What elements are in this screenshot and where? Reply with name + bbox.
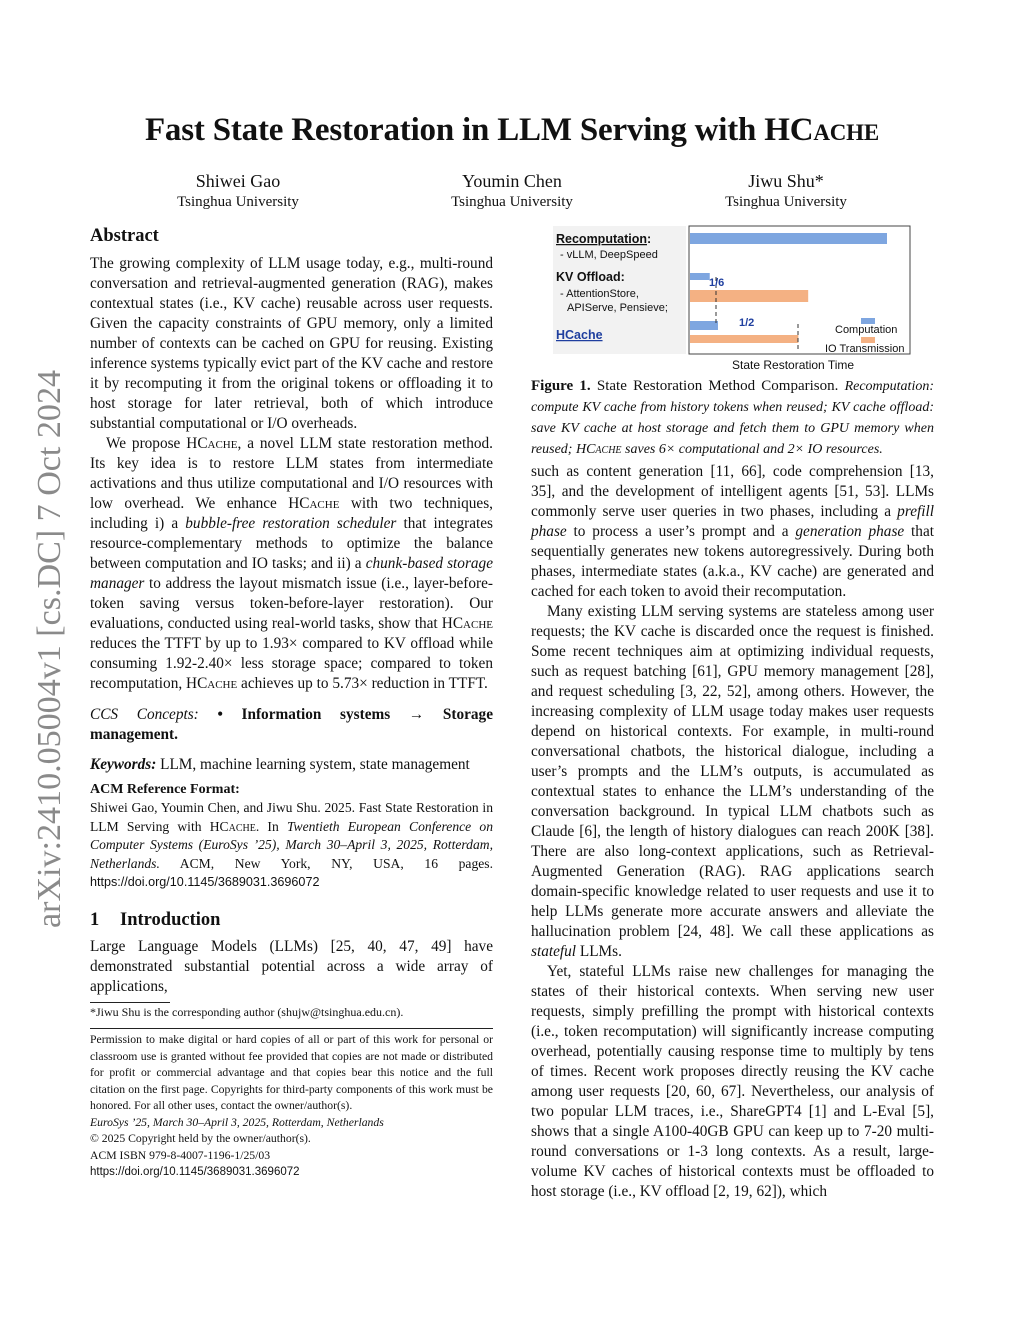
acm-reference-heading: ACM Reference Format: — [90, 782, 240, 797]
author-name: Youmin Chen — [462, 171, 562, 191]
figure-1-caption: Figure 1. State Restoration Method Comparison. Recomputation: compute KV cache from history tokens when reused; KV cache offload: save KV cache at host storage and fetch them to GPU memory when reused; HCache saves 6× computational and 2× IO resources. — [531, 378, 934, 457]
ccs-concepts: CCS Concepts: • Information systems → Storage management. — [90, 706, 493, 743]
author-affiliation: Tsinghua University — [177, 194, 299, 210]
label-recomputation-systems: - vLLM, DeepSpeed — [560, 249, 658, 261]
doi-link[interactable]: https://doi.org/10.1145/3689031.3696072 — [90, 875, 320, 889]
footnote-rule — [90, 1002, 170, 1003]
label-recomputation: Recomputation: — [556, 232, 652, 246]
keywords: Keywords: LLM, machine learning system, state management — [90, 756, 470, 773]
bar-hcache-computation — [690, 321, 718, 330]
permission-block — [90, 1028, 493, 1181]
author-affiliation: Tsinghua University — [451, 194, 573, 210]
permission-copyright: © 2025 Copyright held by the owner/author(s). — [90, 1132, 311, 1145]
body-paragraph-3: Yet, stateful LLMs raise new challenges for managing the states of their historical contexts. When serving new user requests, simply prefilling the prompt with historical contexts (i.e., token recomputation) will significantly increase computing overhead, potentially causing response time to multiply by tens of times. Recent work proposes directly reusing the KV cache among user requests [20, 60, 67]. Nevertheless, our analysis of two popular LLM traces, i.e., ShareGPT4 [1] and L-Eval [5], shows that a single A100-40GB GPU can keep up to 7-20 multi-round conversations or 1-3 long contexts. As a result, large-volume KV caches of historical contexts must be offloaded to host storage (i.e., KV offload [2, 19, 62]), which — [531, 963, 934, 1200]
footnote: *Jiwu Shu is the corresponding author (shujw@tsinghua.edu.cn). — [90, 1005, 404, 1019]
paper-title: Fast State Restoration in LLM Serving with HCache — [144, 112, 880, 148]
acm-reference: Shiwei Gao, Youmin Chen, and Jiwu Shu. 2025. Fast State Restoration in LLM Serving with HCache. In Twentieth European Conference on Computer Systems (EuroSys ’25), March 30–April 3, 2025, Rotterdam, Netherlands. ACM, New York, NY, USA, 16 pages. https://doi.org/10.1145/3689031.3696072 — [90, 800, 493, 889]
bar-kv-offload-io — [690, 290, 808, 302]
permission-doi[interactable]: https://doi.org/10.1145/3689031.3696072 — [90, 1166, 300, 1178]
permission-venue: EuroSys ’25, March 30–April 3, 2025, Rotterdam, Netherlands — [90, 1115, 384, 1129]
author-3 — [636, 170, 936, 212]
label-kv-offload: KV Offload: — [556, 270, 625, 284]
intro-paragraph-1: Large Language Models (LLMs) [25, 40, 47, 49] have demonstrated substantial potential across a wide array of applications, — [90, 937, 493, 995]
ratio-label-hcache: 1/2 — [739, 317, 755, 329]
right-column — [531, 462, 934, 1202]
figure-1-chart — [553, 222, 913, 374]
x-axis-label: State Restoration Time — [732, 358, 855, 372]
left-column — [90, 224, 493, 997]
label-kv-offload-systems-2: APIServe, Pensieve; — [567, 302, 668, 314]
legend-io: IO Transmission — [825, 343, 905, 355]
section-heading-introduction: 1 Introduction — [90, 909, 221, 930]
bar-hcache-io — [690, 335, 798, 343]
arxiv-stamp-text: arXiv:2410.05004v1 [cs.DC] 7 Oct 2024 — [31, 370, 68, 928]
author-1 — [88, 170, 388, 212]
author-name: Jiwu Shu* — [748, 171, 824, 191]
body-paragraph-1: such as content generation [11, 66], code comprehension [13, 35], and the development of intelligent agents [51, 53]. LLMs commonly serve user queries in two phases, including a prefill phase to process a user’s prompt and a generation phase that sequentially generates new tokens autoregressively. During both phases, intermediate states (a.k.a., KV cache) are generated and cached for each token to avoid their recomputation. — [531, 463, 934, 600]
permission-text: Permission to make digital or hard copies of all or part of this work for personal or classroom use is granted without fee provided that copies are not made or distributed for profit or commercial advantage and that copies bear this notice and the full citation on the first page. Copyrights for third-party components of this work must be honored. For all other uses, contact the owner/author(s). — [90, 1033, 493, 1112]
author-2 — [362, 170, 662, 212]
bar-recomputation-computation — [690, 233, 887, 244]
permission-isbn: ACM ISBN 979-8-4007-1196-1/25/03 — [90, 1148, 271, 1162]
author-name: Shiwei Gao — [195, 171, 281, 191]
legend-computation: Computation — [835, 324, 898, 336]
body-paragraph-2: Many existing LLM serving systems are stateless among user requests; the KV cache is discarded once the request is finished. Some recent techniques aim at optimizing individual requests, such as request batching [61], GPU memory management [28], and request scheduling [3, 22, 52], among others. However, the increasing complexity of LLM usage today makes user requests depend on historical contexts. For example, in multi-round conversational chatbots, the historical dialogue, including a user’s prompts and the LLM’s outputs, is accumulated as contextual states to enhance the LLM’s understanding of the conversation background. In typical LLM chatbots such as Claude [6], the length of history dialogues can reach 200K [38]. There are also long-context applications, such as Retrieval-Augmented Generation (RAG). RAG applications search domain-specific knowledge related to user requests and use it to help LLMs generate more accurate answers and alleviate the hallucination problem [24, 48]. We call these applications as stateful LLMs. — [531, 603, 934, 960]
abstract-paragraph-1: The growing complexity of LLM usage today, e.g., multi-round conversation and retrieval-augmented generation (RAG), makes contextual states (i.e., KV cache) reusable across user requests. Given the capacity constraints of GPU memory, only a limited number of contexts can be cached on GPU for reusing. Existing inference systems typically evict part of the KV cache and restore it by recomputing it from the original tokens or offloading it to host storage for later retrieval, both of which introduce substantial computational or I/O overheads. — [90, 255, 493, 432]
ratio-label-kv: 1/6 — [709, 277, 725, 289]
abstract-paragraph-2: We propose HCache, a novel LLM state restoration method. Its key idea is to restore LLM states from intermediate activations and thus utilize computational and I/O resources with low overhead. We enhance HCache with two techniques, including i) a bubble-free restoration scheduler that integrates resource-complementary methods to optimize the balance between computation and IO tasks; and ii) a chunk-based storage manager to address the layout mismatch issue (i.e., layer-before-token saving versus token-before-layer restoration). Our evaluations, conducted using real-world tasks, show that HCache reduces the TTFT by up to 1.93× compared to KV offload while consuming 1.92-2.40× less storage space; compared to token recomputation, HCache achieves up to 5.73× reduction in TTFT. — [90, 435, 493, 692]
abstract-heading: Abstract — [90, 226, 159, 246]
arxiv-stamp — [14, 366, 76, 931]
bar-kv-offload-computation — [690, 273, 710, 280]
label-kv-offload-systems-1: - AttentionStore, — [560, 288, 639, 300]
label-hcache: HCache — [556, 328, 603, 342]
figure-1 — [553, 222, 913, 374]
author-affiliation: Tsinghua University — [725, 194, 847, 210]
